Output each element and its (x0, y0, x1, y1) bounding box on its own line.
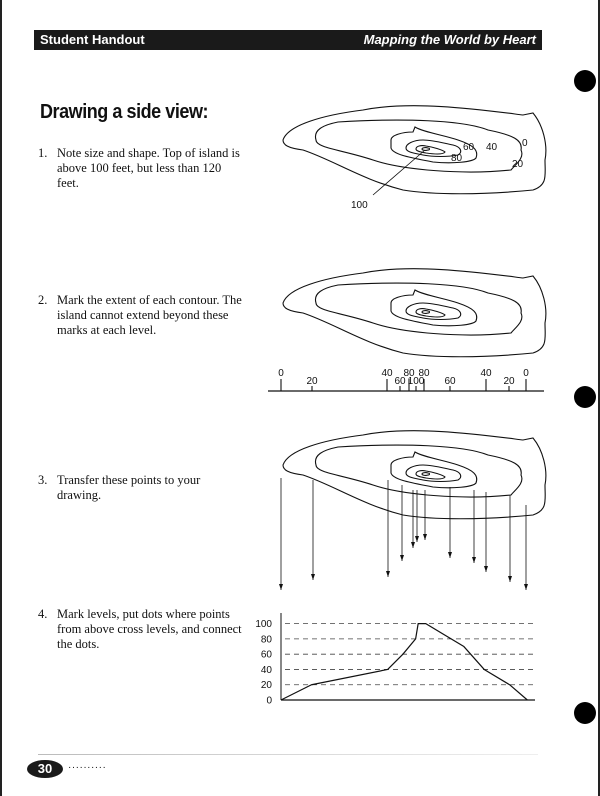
contour-label-40: 40 (486, 142, 498, 153)
step-text: Mark levels, put dots where points from above cross levels, and connect the dots. (57, 607, 242, 651)
section-title: Drawing a side view: (40, 101, 209, 123)
y-tick-label: 100 (255, 619, 272, 631)
step-text: Note size and shape. Top of island is above 100 feet, but less than 120 feet. (57, 146, 240, 190)
contour-label-80: 80 (451, 153, 463, 164)
arrowhead-icon (472, 557, 476, 563)
footer-rule (38, 754, 538, 755)
arrowhead-icon (484, 566, 488, 572)
y-tick-label: 20 (260, 680, 272, 692)
step-number: 4. (38, 607, 48, 621)
arrowhead-icon (508, 576, 512, 582)
extent-label: 20 (306, 376, 318, 387)
extent-label: 40 (480, 368, 492, 379)
arrowhead-icon (524, 584, 528, 590)
contour-label-60: 60 (463, 142, 475, 153)
leader-line (373, 150, 425, 195)
arrowhead-icon (386, 571, 390, 577)
y-tick-label: 80 (260, 634, 272, 646)
arrowhead-icon (423, 534, 427, 540)
page-dots: ·········· (68, 762, 107, 773)
step-number: 1. (38, 146, 48, 160)
contour-map-plain (283, 269, 546, 357)
extent-marks (278, 368, 529, 391)
profile-chart (255, 613, 535, 707)
contour-label-0: 0 (522, 138, 528, 149)
extent-label: 20 (503, 376, 515, 387)
arrowhead-icon (448, 552, 452, 558)
contour-map-projection (283, 431, 546, 519)
extent-label: 40 (381, 368, 393, 379)
arrowhead-icon (415, 536, 419, 542)
header-right: Mapping the World by Heart (363, 32, 536, 47)
y-tick-label: 60 (260, 649, 272, 661)
projection-arrows (279, 478, 528, 590)
profile-line (281, 624, 527, 700)
contour-label-20: 20 (512, 159, 524, 170)
contour-label-100: 100 (351, 200, 368, 211)
extent-label: 0 (278, 368, 284, 379)
extent-label: 60 (444, 376, 456, 387)
step-text: Transfer these points to your drawing. (57, 473, 201, 502)
page-number: 30 (27, 760, 63, 778)
extent-label: 100 (407, 376, 425, 387)
arrowhead-icon (279, 584, 283, 590)
arrowhead-icon (400, 555, 404, 561)
step-number: 3. (38, 473, 48, 487)
extent-label: 0 (523, 368, 529, 379)
step-number: 2. (38, 293, 48, 307)
y-tick-label: 40 (260, 664, 272, 676)
header-left: Student Handout (40, 32, 145, 47)
extent-label: 80 (418, 368, 430, 379)
contour-map-labeled (283, 106, 546, 195)
extent-label: 80 (403, 368, 415, 379)
y-tick-label: 0 (266, 695, 272, 707)
step-text: Mark the extent of each contour. The island cannot extend beyond these marks at each level. (57, 293, 242, 337)
arrowhead-icon (411, 542, 415, 548)
extent-label: 60 (394, 376, 406, 387)
arrowhead-icon (311, 574, 315, 580)
